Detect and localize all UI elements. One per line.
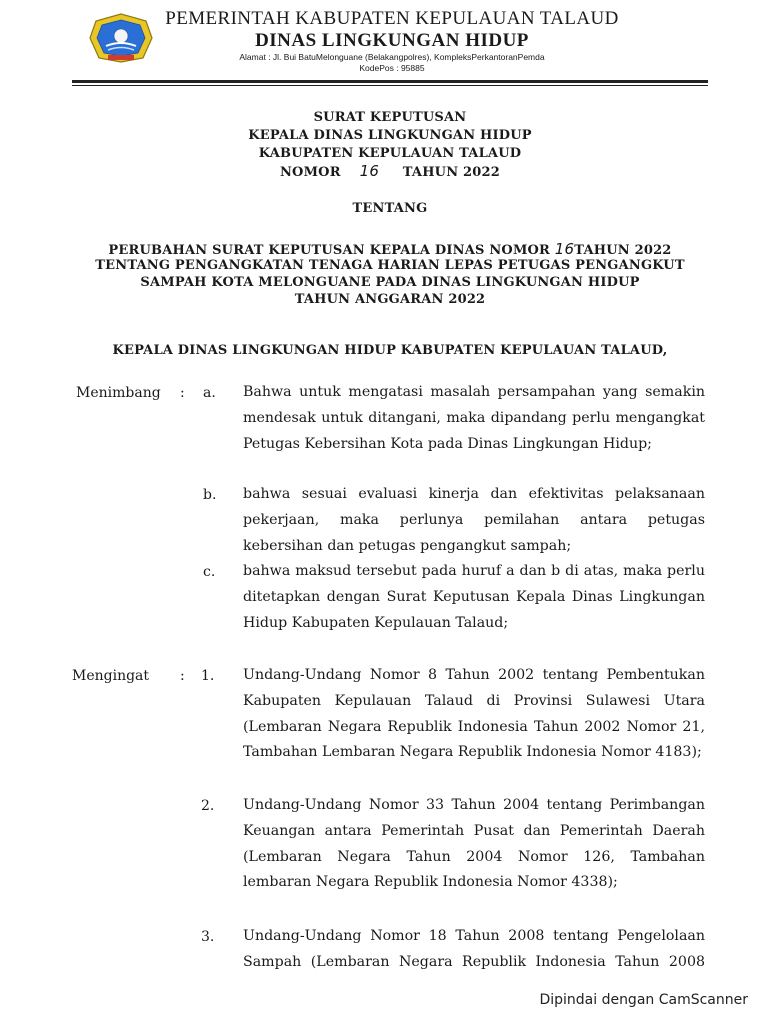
doc-title-line3: KABUPATEN KEPULAUAN TALAUD [258, 146, 522, 161]
doc-title-line2: KEPALA DINAS LINGKUNGAN HIDUP [248, 128, 532, 143]
mengingat-mark-2: 2. [201, 798, 215, 814]
menimbang-mark-c: c. [203, 564, 216, 580]
menimbang-item-c: bahwa maksud tersebut pada huruf a dan b di atas, maka perlu ditetapkan dengan Surat Keputusan Kepala Dinas Lingkungan Hidup Kabupaten Kepulauan Talaud; [243, 563, 705, 631]
letterhead-postcode: KodePos : 95885 [359, 63, 425, 73]
letterhead-divider-thin [72, 85, 708, 86]
subject-line3: SAMPAH KOTA MELONGUANE PADA DINAS LINGKUNGAN HIDUP [140, 275, 640, 290]
handwritten-number: 16 [359, 162, 380, 180]
doc-number-line [60, 162, 720, 180]
mengingat-label: Mengingat [72, 668, 150, 684]
tentang-heading: TENTANG [352, 201, 428, 216]
mengingat-item-1: Undang-Undang Nomor 8 Tahun 2002 tentang Pembentukan Kabupaten Kepulauan Talaud di Provinsi Sulawesi Utara (Lembaran Negara Republik Indonesia Tahun 2002 Nomor 21, Tambahan Lembaran Negara Republik Indonesia Nomor 4183); [243, 667, 705, 761]
menimbang-mark-b: b. [203, 487, 217, 503]
menimbang-item-a: Bahwa untuk mengatasi masalah persampahan yang semakin mendesak untuk ditangani, maka dipandang perlu mengangkat Petugas Kebersihan Kota pada Dinas Lingkungan Hidup; [243, 384, 705, 452]
subject-line1 [60, 240, 720, 258]
letterhead-divider-thick [72, 80, 708, 83]
subject-line1-a: PERUBAHAN SURAT KEPUTUSAN KEPALA DINAS NOMOR [108, 243, 551, 258]
menimbang-item-b: bahwa sesuai evaluasi kinerja dan efektivitas pelaksanaan pekerjaan, maka perlunya pemilahan antara petugas kebersihan dan petugas pengangkut sampah; [243, 486, 705, 554]
menimbang-mark-a: a. [203, 385, 216, 401]
menimbang-colon: : [180, 385, 185, 401]
subject-line2: TENTANG PENGANGKATAN TENAGA HARIAN LEPAS PETUGAS PENGANGKUT [95, 258, 685, 273]
letterhead-office: DINAS LINGKUNGAN HIDUP [255, 30, 529, 51]
letterhead-government: PEMERINTAH KABUPATEN KEPULAUAN TALAUD [165, 8, 619, 29]
authority-line: KEPALA DINAS LINGKUNGAN HIDUP KABUPATEN KEPULAUAN TALAUD, [112, 343, 668, 358]
mengingat-item-3: Undang-Undang Nomor 18 Tahun 2008 tentang Pengelolaan Sampah (Lembaran Negara Republik Indonesia Tahun 2008 [243, 928, 705, 970]
mengingat-mark-3: 3. [201, 929, 215, 945]
mengingat-item-2: Undang-Undang Nomor 33 Tahun 2004 tentang Perimbangan Keuangan antara Pemerintah Pusat dan Pemerintah Daerah (Lembaran Negara Tahun 2004 Nomor 126, Tambahan lembaran Negara Republik Indonesia Nomor 4338); [243, 797, 705, 891]
doc-title-line1: SURAT KEPUTUSAN [313, 110, 467, 125]
doc-number-prefix: NOMOR [279, 165, 341, 180]
mengingat-mark-1: 1. [201, 668, 215, 684]
subject-line4: TAHUN ANGGARAN 2022 [294, 292, 486, 307]
doc-number-suffix: TAHUN 2022 [402, 165, 501, 180]
regency-emblem-icon [86, 12, 156, 64]
menimbang-label: Menimbang [76, 385, 161, 401]
scanner-watermark: Dipindai dengan CamScanner [539, 992, 748, 1008]
handwritten-subject-number: 16 [554, 240, 575, 258]
letterhead-address: Alamat : Jl. Bui BatuMelonguane (Belakangpolres), KompleksPerkantoranPemda [239, 52, 545, 62]
subject-line1-b: TAHUN 2022 [574, 243, 672, 258]
mengingat-colon: : [180, 668, 185, 684]
